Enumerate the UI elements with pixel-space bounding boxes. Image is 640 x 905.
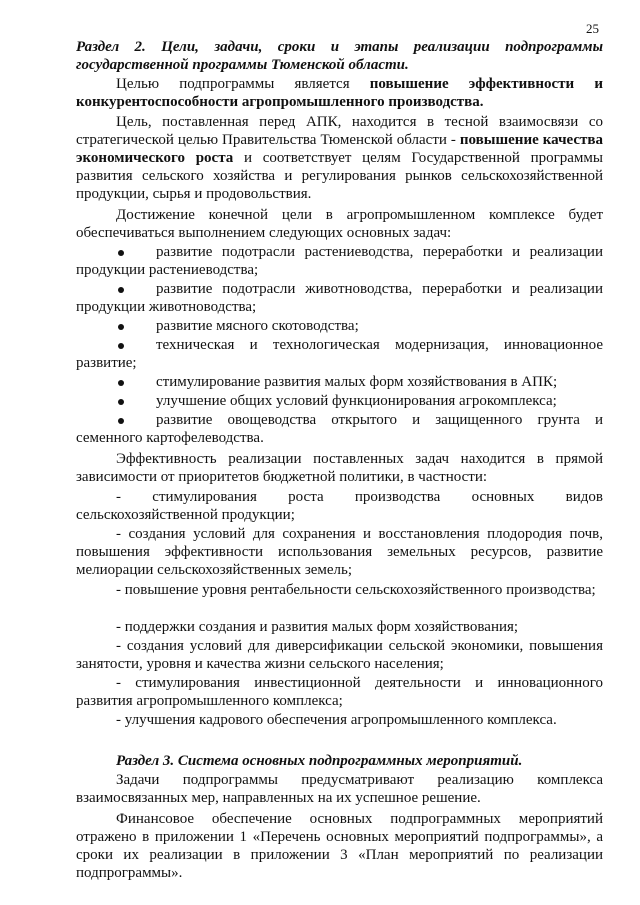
priority-list-item: - создания условий для сохранения и восстановления плодородия почв, повышения эффективности использования земельных ресурсов, развитие мелиорации сельскохозяйственных земель; [76, 526, 603, 578]
priority-list-item: - создания условий для диверсификации сельской экономики, повышения занятости, уровня и качества жизни сельского населения; [76, 638, 603, 672]
bullet-icon [76, 317, 156, 335]
task-list-item: улучшение общих условий функционирования агрокомплекса; [76, 392, 603, 410]
section-3-title: Раздел 3. Система основных подпрограммных мероприятий. [116, 753, 523, 769]
priority-list-item: - повышение уровня рентабельности сельскохозяйственного производства; [116, 582, 596, 598]
bullet-icon [76, 392, 156, 410]
goal-text: Целью подпрограммы является [116, 76, 370, 92]
section-2-context-paragraph [76, 113, 603, 203]
section-3-paragraph-2: Финансовое обеспечение основных подпрограммных мероприятий отражено в приложении 1 «Перечень основных мероприятий подпрограммы», а сроки их реализации в приложении 3 «План мероприятий по реализации подпрограммы». [76, 811, 603, 881]
task-list-item: стимулирование развития малых форм хозяйствования в АПК; [76, 373, 603, 391]
bullet-icon [76, 373, 156, 391]
context-text-a: Цель, поставленная перед АПК, находится в тесной взаимосвязи со стратегической целью Правительства Тюменской области - [76, 114, 603, 148]
section-2-priorities-intro: Эффективность реализации поставленных задач находится в прямой зависимости от приоритетов бюджетной политики, в частности: [76, 451, 603, 485]
priority-list-item: - стимулирования роста производства основных видов сельскохозяйственной продукции; [76, 489, 603, 523]
section-2-tasks-intro: Достижение конечной цели в агропромышленном комплексе будет обеспечиваться выполнением следующих основных задач: [76, 207, 603, 241]
task-list-item: развитие овощеводства открытого и защищенного грунта и семенного картофелеводства. [76, 412, 603, 446]
goal-bold-text: повышение эффективности и конкурентоспособности агропромышленного производства. [76, 76, 603, 110]
section-3-paragraph-1: Задачи подпрограммы предусматривают реализацию комплекса взаимосвязанных мер, направленных на их успешное решение. [76, 772, 603, 806]
task-list-item: техническая и технологическая модернизация, инновационное развитие; [76, 337, 603, 371]
bullet-icon [76, 280, 156, 298]
task-list-item: развитие мясного скотоводства; [76, 317, 603, 335]
priority-list-item: - поддержки создания и развития малых форм хозяйствования; [116, 619, 519, 635]
bullet-icon [76, 336, 156, 354]
task-list-item: развитие подотрасли растениеводства, переработки и реализации продукции растениеводства; [76, 244, 603, 278]
priority-list-item: - улучшения кадрового обеспечения агропромышленного комплекса. [116, 712, 557, 728]
page-number: 25 [586, 21, 599, 36]
task-list-item: развитие подотрасли животноводства, переработки и реализации продукции животноводства; [76, 281, 603, 315]
section-2-title: Раздел 2. Цели, задачи, сроки и этапы реализации подпрограммы государственной программы Тюменской области. [76, 39, 603, 73]
context-bold-text: повышение качества экономического роста [76, 132, 603, 166]
priority-list-item: - стимулирования инвестиционной деятельности и инновационного развития агропромышленного комплекса; [76, 675, 603, 709]
context-text-c: и соответствует целям Государственной программы развития сельского хозяйства и регулирования рынков сельскохозяйственной продукции, сырья и продовольствия. [76, 150, 603, 202]
bullet-icon [76, 243, 156, 261]
bullet-icon [76, 411, 156, 429]
section-2-goal-paragraph [76, 75, 603, 111]
